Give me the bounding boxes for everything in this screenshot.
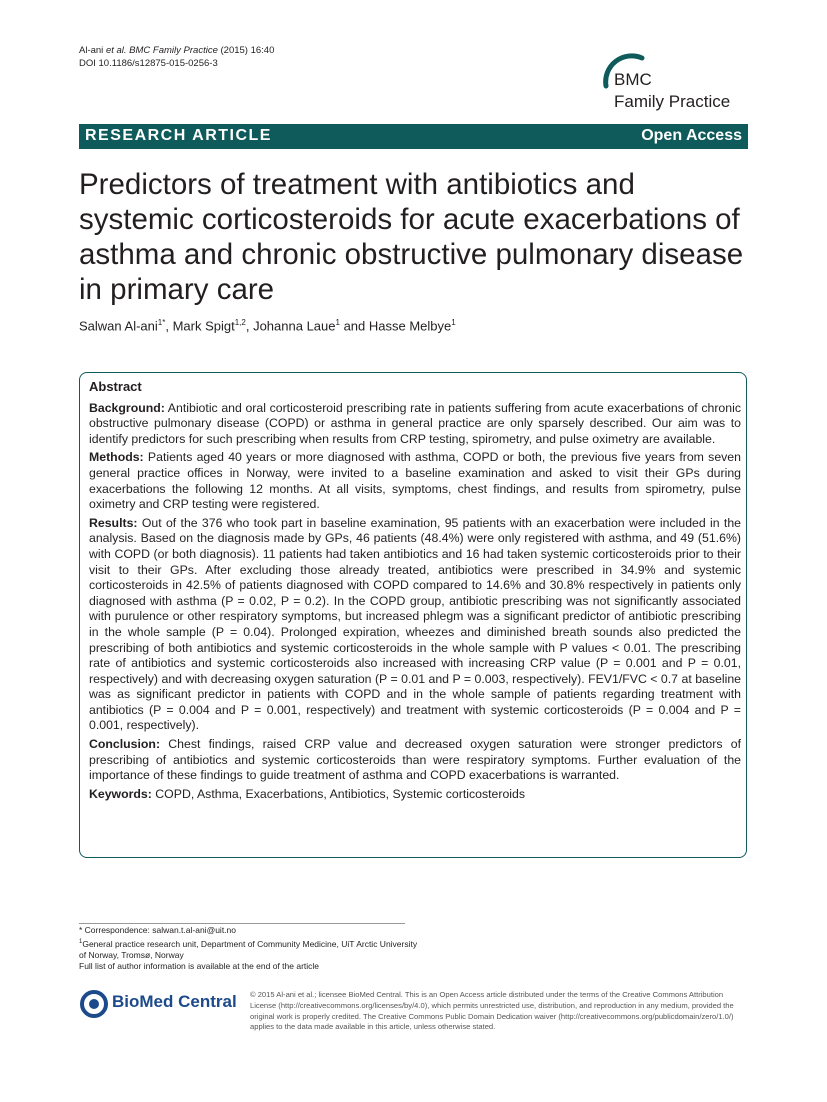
article-title: Predictors of treatment with antibiotics and systemic corticosteroids for acute exacerbations of asthma and chronic obstructive pulmonary disease in primary care xyxy=(79,168,744,306)
biomed-circle-icon xyxy=(79,989,109,1019)
abstract-background: Background: Antibiotic and oral corticosteroid prescribing rate in patients suffering from acute exacerbations of chronic obstructive pulmonary disease (COPD) or asthma in general practice are only sparsely described. Our aim was to identify predictors for such prescribing when results from CRP testing, spirometry, and pulse oximetry are available. xyxy=(89,400,741,446)
footnotes xyxy=(79,925,419,973)
abstract-content xyxy=(89,379,741,805)
bmc-family-practice-logo xyxy=(598,52,758,118)
article-type-label: RESEARCH ARTICLE xyxy=(85,127,272,144)
author-affiliation-mark: 1* xyxy=(157,318,166,327)
abstract-box xyxy=(79,372,747,858)
author-name: Mark Spigt xyxy=(172,318,235,334)
author-affiliation-mark: 1,2 xyxy=(234,318,246,327)
journal-reference xyxy=(79,44,274,70)
author-affiliation-mark: 1 xyxy=(335,318,340,327)
abstract-keywords: Keywords: COPD, Asthma, Exacerbations, Antibiotics, Systemic corticosteroids xyxy=(89,786,526,801)
abstract-heading: Abstract xyxy=(89,379,142,394)
citation-line: Al-ani et al. BMC Family Practice (2015) 16:40 xyxy=(79,45,275,56)
publisher-name: BioMed Central xyxy=(112,992,237,1011)
biomed-central-logo xyxy=(79,988,239,1020)
open-access-label: Open Access xyxy=(641,127,742,144)
doi: DOI 10.1186/s12875-015-0256-3 xyxy=(79,58,218,69)
author-info-note: Full list of author information is available at the end of the article xyxy=(79,961,320,972)
logo-bmc-text: BMC xyxy=(614,70,652,89)
correspondence-note: * Correspondence: salwan.t.al-ani@uit.no xyxy=(79,925,236,935)
author-name: Hasse Melbye xyxy=(368,318,452,334)
logo-journal-name: Family Practice xyxy=(614,92,731,111)
footnote-divider xyxy=(79,923,405,924)
abstract-results: Results: Out of the 376 who took part in baseline examination, 95 patients with an exacerbation were included in the analysis. Based on the diagnosis made by GPs, 46 patients (48.4%) were only registered with asthma, and 49 (51.6%) with COPD (or both diagnosis). 11 patients had taken antibiotics and 16 had taken systemic corticosteroids prior to their visit to their GPs. After excluding those already treated, antibiotics were prescribed in 34.9% and systemic corticosteroids in 42.5% of patients diagnosed with COPD compared to 14.6% and 30.8% respectively in patients only diagnosed with asthma (P = 0.02, P = 0.2). In the COPD group, antibiotic prescribing was not significantly associated with purulence or other respiratory symptoms, but increased phlegm was a significant predictor of antibiotic prescribing in the whole sample (P = 0.04). Prolonged expiration, wheezes and diminished breath sounds also predicted the prescribing of both antibiotics and systemic corticosteroids in the whole sample with P values < 0.01. The prescribing rate of antibiotics and systemic corticosteroids also increased with increasing CRP value (P = 0.001 and P = 0.01, respectively) and with decreasing oxygen saturation (P = 0.01 and P = 0.003, respectively). FEV1/FVC < 0.7 at baseline was as significant predictor in patients with COPD and in the whole sample of patients regarding treatment with antibiotics (P = 0.004 and P = 0.001, respectively) and treatment with systemic corticosteroids (P = 0.004 and P = 0.001, respectively). xyxy=(89,515,741,733)
article-type-banner xyxy=(79,124,748,149)
author-name: Salwan Al-ani xyxy=(79,318,158,334)
affiliation-note: $^1$General practice research unit, Department of Community Medicine, UiT Arctic University of Norway, Tromsø, Norway xyxy=(79,938,418,960)
abstract-conclusion: Conclusion: Chest findings, raised CRP value and decreased oxygen saturation were stronger predictors of prescribing of antibiotics and systemic corticosteroids than were respiratory symptoms. Further evaluation of the importance of these findings to guide treatment of asthma and COPD exacerbations is warranted. xyxy=(89,737,741,783)
copyright-notice: © 2015 Al-ani et al.; licensee BioMed Central. This is an Open Access article distributed under the terms of the Creative Commons Attribution License (http://creativecommons.org/licenses/by/4.0), which permits unrestricted use, distribution, and reproduction in any medium, provided the original work is properly credited. The Creative Commons Public Domain Dedication waiver (http://creativecommons.org/publicdomain/zero/1.0/) applies to the data made available in this article, unless otherwise stated. xyxy=(250,990,734,1032)
author-list: Salwan Al-ani$^{1*}$, Mark Spigt$^{1,2}$, Johanna Laue$^1$ and Hasse Melbye$^1$ xyxy=(79,318,456,334)
abstract-methods: Methods: Patients aged 40 years or more diagnosed with asthma, COPD or both, the previous five years from seven general practice offices in Norway, were invited to a baseline examination and asked to visit their GPs during exacerbations the following 12 months. At all visits, symptoms, chest findings, and results from spirometry, pulse oximetry and CRP testing were registered. xyxy=(89,450,741,512)
author-name: Johanna Laue xyxy=(253,318,336,334)
author-affiliation-mark: 1 xyxy=(451,318,456,327)
